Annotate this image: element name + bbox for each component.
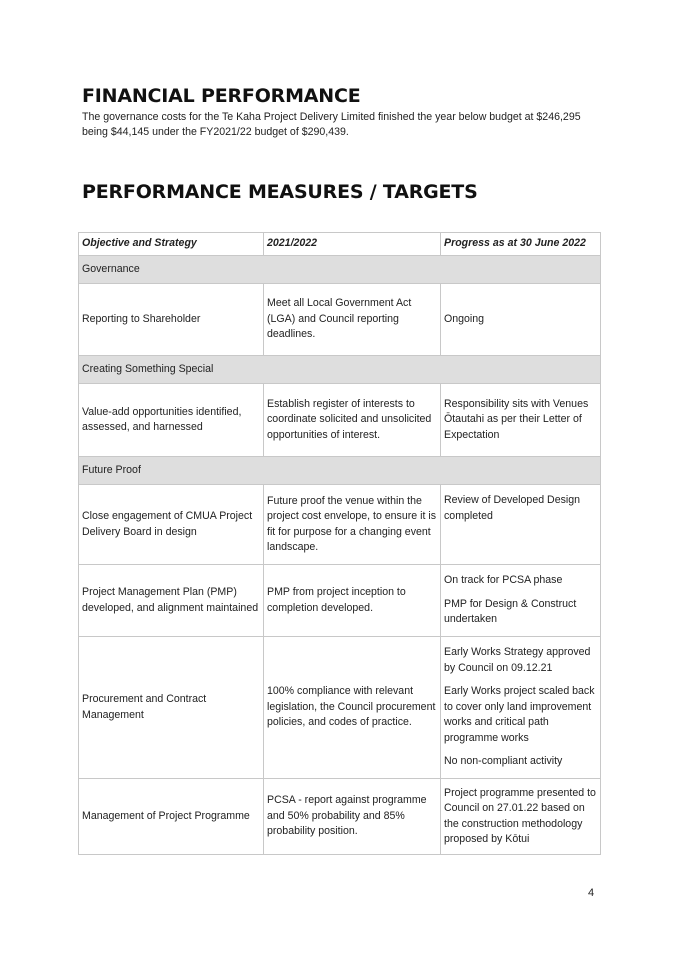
financial-performance-heading: FINANCIAL PERFORMANCE (82, 85, 361, 107)
progress-cell (441, 565, 601, 637)
section-label: Creating Something Special (79, 356, 601, 384)
header-year: 2021/2022 (264, 233, 441, 256)
progress-text: Early Works project scaled back to cover only land improvement works and critical path programme works (444, 685, 595, 744)
header-progress: Progress as at 30 June 2022 (441, 233, 601, 256)
section-label: Governance (79, 256, 601, 284)
target-cell: 100% compliance with relevant legislation, the Council procurement policies, and codes of practice. (264, 637, 441, 779)
target-cell: PCSA - report against programme and 50% probability and 85% probability position. (264, 779, 441, 855)
performance-table (78, 232, 601, 855)
progress-text: No non-compliant activity (444, 755, 563, 768)
progress-cell (441, 284, 601, 356)
section-row-future-proof (79, 457, 601, 485)
target-cell: Future proof the venue within the project cost envelope, to ensure it is fit for purpose for a changing event landscape. (264, 485, 441, 565)
progress-text: Project programme presented to Council on 27.01.22 based on the construction methodology proposed by Kōtui (444, 786, 596, 845)
table-row (79, 485, 601, 565)
objective-cell: Management of Project Programme (79, 779, 264, 855)
table-header-row (79, 233, 601, 256)
section-label: Future Proof (79, 457, 601, 485)
progress-cell (441, 779, 601, 855)
table-row (79, 637, 601, 779)
progress-cell (441, 637, 601, 779)
header-objective: Objective and Strategy (79, 233, 264, 256)
target-cell: PMP from project inception to completion developed. (264, 565, 441, 637)
objective-cell: Project Management Plan (PMP) developed, and alignment maintained (79, 565, 264, 637)
section-row-creating-something-special (79, 356, 601, 384)
table-row (79, 779, 601, 855)
objective-cell: Close engagement of CMUA Project Delivery Board in design (79, 485, 264, 565)
table-row (79, 565, 601, 637)
progress-cell (441, 384, 601, 457)
financial-performance-text: The governance costs for the Te Kaha Project Delivery Limited finished the year below budget at $246,295 being $44,145 under the FY2021/22 budget of $290,439. (82, 111, 581, 138)
progress-text: On track for PCSA phase (444, 574, 563, 587)
objective-cell: Value-add opportunities identified, assessed, and harnessed (79, 384, 264, 457)
progress-text: Review of Developed Design completed (444, 494, 581, 522)
target-cell: Establish register of interests to coordinate solicited and unsolicited opportunities of interest. (264, 384, 441, 457)
table-row (79, 284, 601, 356)
progress-text: Ongoing (444, 312, 485, 325)
performance-measures-heading: PERFORMANCE MEASURES / TARGETS (82, 181, 478, 203)
progress-text: Early Works Strategy approved by Council on 09.12.21 (444, 646, 591, 674)
page-number: 4 (588, 887, 595, 899)
section-row-governance (79, 256, 601, 284)
progress-text: PMP for Design & Construct undertaken (444, 597, 577, 626)
objective-cell: Reporting to Shareholder (79, 284, 264, 356)
progress-text: Responsibility sits with Venues Ōtautahi as per their Letter of Expectation (444, 397, 589, 441)
progress-cell (441, 485, 601, 565)
table-row (79, 384, 601, 457)
target-cell: Meet all Local Government Act (LGA) and Council reporting deadlines. (264, 284, 441, 356)
objective-cell: Procurement and Contract Management (79, 637, 264, 779)
